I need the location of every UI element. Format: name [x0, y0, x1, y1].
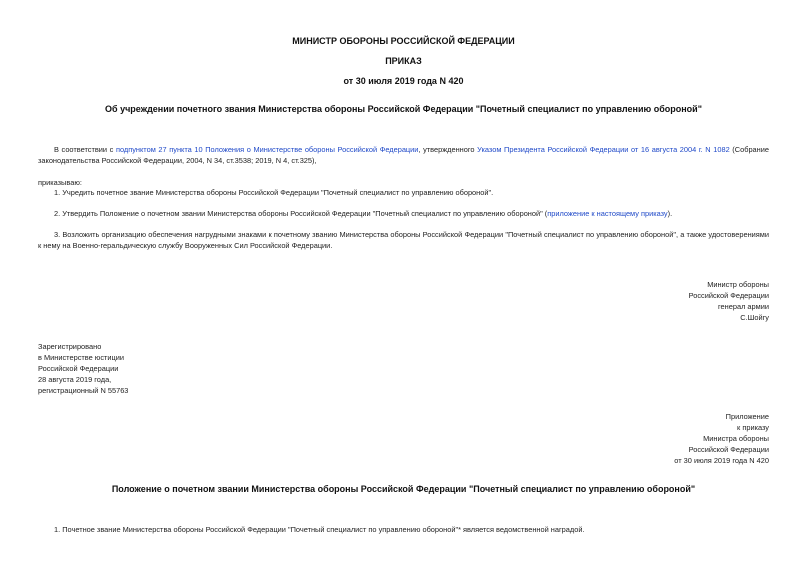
appendix-line-5: от 30 июля 2019 года N 420	[674, 456, 769, 465]
registration-line-1: Зарегистрировано	[38, 342, 102, 351]
item-2-text: 2. Утвердить Положение о почетном звании Министерства обороны Российской Федерации "Почетный специалист по управлению обороной" (	[54, 209, 548, 218]
link-presidential-decree[interactable]: Указом Президента Российской Федерации от 16 августа 2004 г. N 1082	[477, 145, 730, 154]
link-appendix[interactable]: приложение к настоящему приказу	[547, 209, 668, 218]
link-subparagraph-27[interactable]: подпунктом 27 пункта 10 Положения о Министерстве обороны Российской Федерации	[115, 145, 419, 154]
appendix-block	[674, 411, 769, 466]
signature-line-2: Российской Федерации	[688, 291, 769, 300]
registration-line-5: регистрационный N 55763	[38, 386, 129, 395]
intro-paragraph	[38, 144, 769, 166]
document-type: ПРИКАЗ	[385, 56, 422, 66]
document-heading: МИНИСТР ОБОРОНЫ РОССИЙСКОЙ ФЕДЕРАЦИИ	[292, 36, 515, 46]
document-date: от 30 июля 2019 года N 420	[343, 76, 464, 86]
item-1: 1. Учредить почетное звание Министерства обороны Российской Федерации "Почетный специалист по управлению обороной".	[54, 188, 494, 197]
appendix-line-4: Российской Федерации	[688, 445, 769, 454]
signature-line-3: генерал армии	[718, 302, 769, 311]
signature-line-1: Министр обороны	[707, 280, 769, 289]
item-2	[54, 208, 769, 219]
registration-line-2: в Министерстве юстиции	[38, 353, 125, 362]
registration-line-4: 28 августа 2019 года,	[38, 375, 112, 384]
order-word: приказываю:	[38, 178, 82, 187]
regulation-title: Положение о почетном звании Министерства обороны Российской Федерации "Почетный специалист по управлению обороной"	[111, 484, 696, 494]
item-2-end: ).	[667, 209, 673, 218]
signature-line-4: С.Шойгу	[740, 313, 769, 322]
signature-block	[689, 279, 769, 323]
registration-line-3: Российской Федерации	[38, 364, 119, 373]
appendix-line-1: Приложение	[725, 412, 769, 421]
document-subject: Об учреждении почетного звания Министерства обороны Российской Федерации "Почетный специалист по управлению обороной"	[105, 104, 702, 114]
appendix-line-2: к приказу	[737, 423, 769, 432]
regulation-paragraph-1: 1. Почетное звание Министерства обороны Российской Федерации "Почетный специалист по управлению обороной"* является ведомственной наградой.	[54, 525, 585, 534]
intro-text-2: , утвержденного	[418, 145, 478, 154]
item-3: 3. Возложить организацию обеспечения нагрудными знаками к почетному званию Министерства обороны Российской Федерации "Почетный специалист по управлению обороной", а также удостоверениями к нему на Военно-геральдическую службу Вооруженных Сил Российской Федерации.	[38, 230, 769, 250]
intro-text-1: В соответствии с	[54, 145, 116, 154]
registration-block	[38, 341, 128, 396]
appendix-line-3: Министра обороны	[703, 434, 769, 443]
intro-text-3: (Собрание законодательства Российской Федерации, 2004, N 34, ст.3538; 2019, N 4, ст.325),	[38, 145, 769, 165]
